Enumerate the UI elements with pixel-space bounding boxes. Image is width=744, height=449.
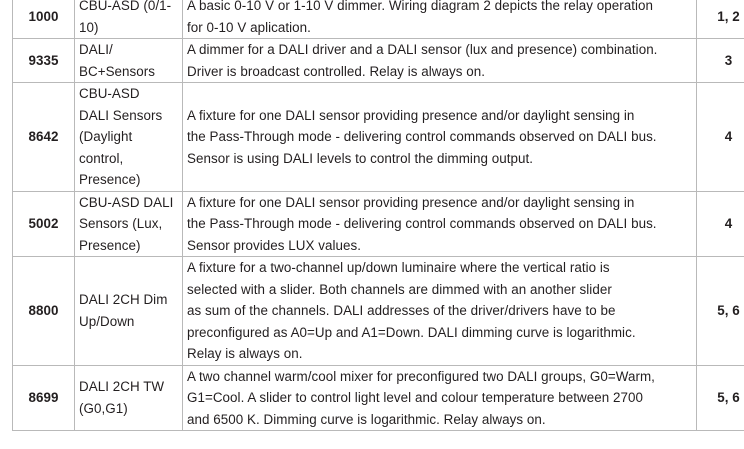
fixture-id: 1000 bbox=[13, 0, 75, 39]
description-line: Driver is broadcast controlled. Relay is always on. bbox=[187, 63, 486, 79]
fixture-name-line: Sensors (Lux, bbox=[79, 216, 163, 231]
fixture-name-line: DALI Sensors bbox=[79, 107, 163, 123]
description-line: A two channel warm/cool mixer for preconfigured two DALI groups, G0=Warm, bbox=[187, 368, 655, 384]
fixture-description bbox=[183, 257, 697, 366]
wiring-diagram-ref: 5, 6 bbox=[697, 365, 744, 431]
description-line: A fixture for a two-channel up/down luminaire where the vertical ratio is bbox=[187, 260, 610, 275]
description-line: for 0-10 V aplication. bbox=[187, 19, 311, 35]
fixture-name-line: BC+Sensors bbox=[79, 63, 156, 79]
description-line: A basic 0-10 V or 1-10 V dimmer. Wiring diagram 2 depicts the relay operation bbox=[187, 0, 654, 13]
fixture-name-line: CBU-ASD bbox=[79, 86, 140, 101]
wiring-diagram-ref: 4 bbox=[697, 191, 744, 257]
fixture-description bbox=[183, 83, 697, 192]
description-line: as sum of the channels. DALI addresses of the driver/drivers have to be bbox=[187, 303, 616, 318]
fixture-name-line: 10) bbox=[79, 19, 99, 35]
fixture-name bbox=[75, 39, 183, 83]
table-row bbox=[13, 191, 744, 257]
fixture-name-line: DALI/ bbox=[79, 42, 113, 57]
fixture-name-line: Presence) bbox=[79, 172, 141, 187]
fixture-id: 8800 bbox=[13, 257, 75, 366]
description-line: A fixture for one DALI sensor providing presence and/or daylight sensing in bbox=[187, 107, 635, 123]
description-line: G1=Cool. A slider to control light level and colour temperature between 2700 bbox=[187, 390, 644, 405]
table-row bbox=[13, 0, 744, 39]
description-line: Relay is always on. bbox=[187, 346, 303, 361]
fixture-id: 8699 bbox=[13, 365, 75, 431]
fixture-name bbox=[75, 365, 183, 431]
table-row bbox=[13, 39, 744, 83]
fixture-description bbox=[183, 191, 697, 257]
wiring-diagram-ref: 3 bbox=[697, 39, 744, 83]
fixture-name-line: (Daylight bbox=[79, 129, 133, 144]
fixture-name bbox=[75, 191, 183, 257]
fixture-table-body bbox=[13, 0, 744, 431]
description-line: Sensor is using DALI levels to control the dimming output. bbox=[187, 150, 534, 166]
fixture-name-line: Presence) bbox=[79, 237, 141, 253]
fixture-id: 9335 bbox=[13, 39, 75, 83]
fixture-name bbox=[75, 0, 183, 39]
fixture-name-line: Up/Down bbox=[79, 313, 135, 329]
fixture-name-line: DALI 2CH TW bbox=[79, 379, 165, 395]
fixture-id: 8642 bbox=[13, 83, 75, 192]
fixture-name bbox=[75, 83, 183, 192]
fixture-description bbox=[183, 365, 697, 431]
description-line: preconfigured as A0=Up and A1=Down. DALI dimming curve is logarithmic. bbox=[187, 324, 636, 340]
table-row bbox=[13, 365, 744, 431]
description-line: and 6500 K. Dimming curve is logarithmic. Relay always on. bbox=[187, 411, 546, 427]
table-row bbox=[13, 257, 744, 366]
fixture-name bbox=[75, 257, 183, 366]
table-row bbox=[13, 83, 744, 192]
fixture-id: 5002 bbox=[13, 191, 75, 257]
description-line: selected with a slider. Both channels are dimmed with an another slider bbox=[187, 281, 612, 297]
fixture-description bbox=[183, 0, 697, 39]
fixture-table bbox=[12, 0, 744, 431]
description-line: A dimmer for a DALI driver and a DALI sensor (lux and presence) combination. bbox=[187, 42, 658, 57]
description-line: A fixture for one DALI sensor providing presence and/or daylight sensing in bbox=[187, 194, 635, 210]
description-line: Sensor provides LUX values. bbox=[187, 237, 362, 253]
wiring-diagram-ref: 1, 2 bbox=[697, 0, 744, 39]
wiring-diagram-ref: 5, 6 bbox=[697, 257, 744, 366]
description-line: the Pass-Through mode - delivering control commands observed on DALI bus. bbox=[187, 216, 657, 231]
description-line: the Pass-Through mode - delivering control commands observed on DALI bus. bbox=[187, 129, 657, 144]
fixture-description bbox=[183, 39, 697, 83]
fixture-name-line: CBU-ASD DALI bbox=[79, 194, 174, 210]
wiring-diagram-ref: 4 bbox=[697, 83, 744, 192]
fixture-name-line: DALI 2CH Dim bbox=[79, 292, 168, 308]
fixture-name-line: control, bbox=[79, 150, 124, 166]
fixture-name-line: (G0,G1) bbox=[79, 400, 128, 416]
fixture-name-line: CBU-ASD (0/1- bbox=[79, 0, 172, 13]
